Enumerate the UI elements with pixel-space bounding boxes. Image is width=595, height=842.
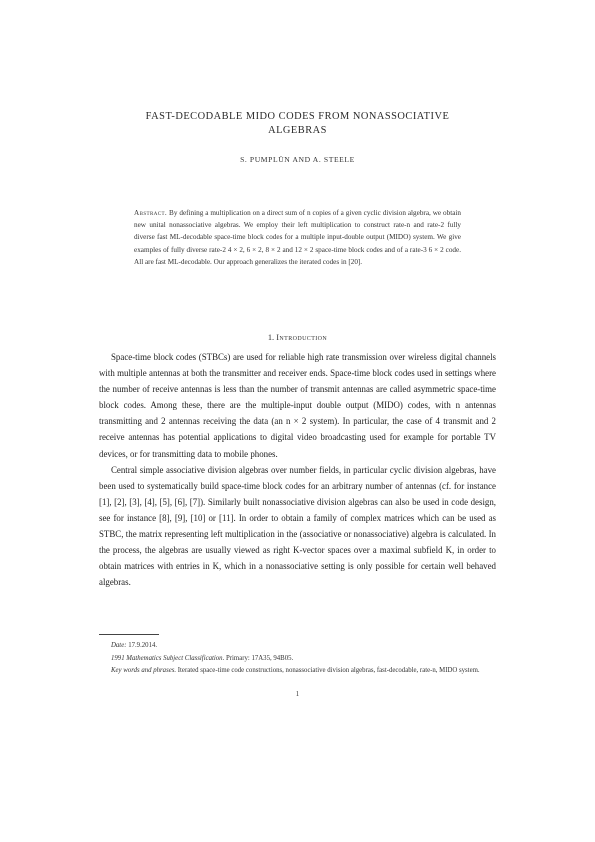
footnotes	[99, 640, 496, 678]
page-number: 1	[295, 691, 300, 698]
paragraph-2: Central simple associative division algebras over number fields, in particular cyclic division algebras, have been used to systematically build space-time block codes for an arbitrary number of antennas (cf. for instance [1], [2], [3], [4], [5], [6], [7]). Similarly built nonassociative division algebras can also be used in code design, see for instance [8], [9], [10] or [11]. In order to obtain a family of complex matrices which can be used as STBC, the matrix representing left multiplication in the (associative or nonassociative) algebra is calculated. In the process, the algebras are usually viewed as right K-vector spaces over a maximal subfield K, in order to obtain matrices with entries in K, which in a nonassociative setting is only possible for certain well behaved algebras.	[99, 464, 496, 588]
section-title: Introduction	[276, 333, 328, 342]
paper-authors: S. PUMPLÜN AND A. STEELE	[240, 155, 355, 164]
section-heading-introduction	[100, 333, 495, 342]
footnote-msc-value: Primary: 17A35, 94B05.	[225, 654, 294, 662]
footnote-date	[99, 640, 496, 653]
body-text	[99, 349, 496, 590]
footnote-date-value: 17.9.2014.	[128, 642, 158, 649]
title-line-1: FAST-DECODABLE MIDO CODES FROM NONASSOCIATIVE	[145, 111, 450, 122]
footnote-msc	[99, 653, 496, 666]
footnote-date-label: Date:	[111, 642, 127, 649]
title-line-2: ALGEBRAS	[268, 125, 327, 136]
footnote-keywords	[99, 665, 496, 678]
abstract-text: By defining a multiplication on a direct sum of n copies of a given cyclic division algebra, we obtain new unital nonassociative algebras. We employ their left multiplication to construct rate-n and rate-2 fully diverse fast ML-decodable space-time block codes for a multiple input-double output (MIDO) system. We give examples of fully diverse rate-2 4 × 2, 6 × 2, 8 × 2 and 12 × 2 space-time block codes and of a rate-3 6 × 2 code. All are fast ML-decodable. Our approach generalizes the iterated codes in [20].	[134, 209, 462, 266]
footnote-divider	[99, 634, 159, 635]
footnote-keywords-label: Key words and phrases.	[111, 667, 177, 675]
abstract-label: Abstract.	[134, 209, 168, 217]
paragraph-1: Space-time block codes (STBCs) are used for reliable high rate transmission over wireless digital channels with multiple antennas at both the transmitter and receiver ends. Space-time block codes used in settings where the number of receive antennas is less than the number of transmit antennas are called asymmetric space-time block codes. Among these, there are the multiple-input double output (MIDO) codes, with n antennas transmitting and 2 antennas receiving the data (an n × 2 system). In particular, the case of 4 transmit and 2 receive antennas has potential applications to digital video broadcasting used for example for portable TV devices, or for transmitting data to mobile phones.	[99, 352, 496, 459]
abstract	[134, 207, 461, 268]
footnote-msc-label: 1991 Mathematics Subject Classification.	[111, 654, 225, 662]
section-number: 1.	[267, 333, 275, 342]
footnote-keywords-value: Iterated space-time code constructions, nonassociative division algebras, fast-decodable, rate-n, MIDO system.	[177, 667, 480, 675]
paper-title	[100, 110, 495, 138]
